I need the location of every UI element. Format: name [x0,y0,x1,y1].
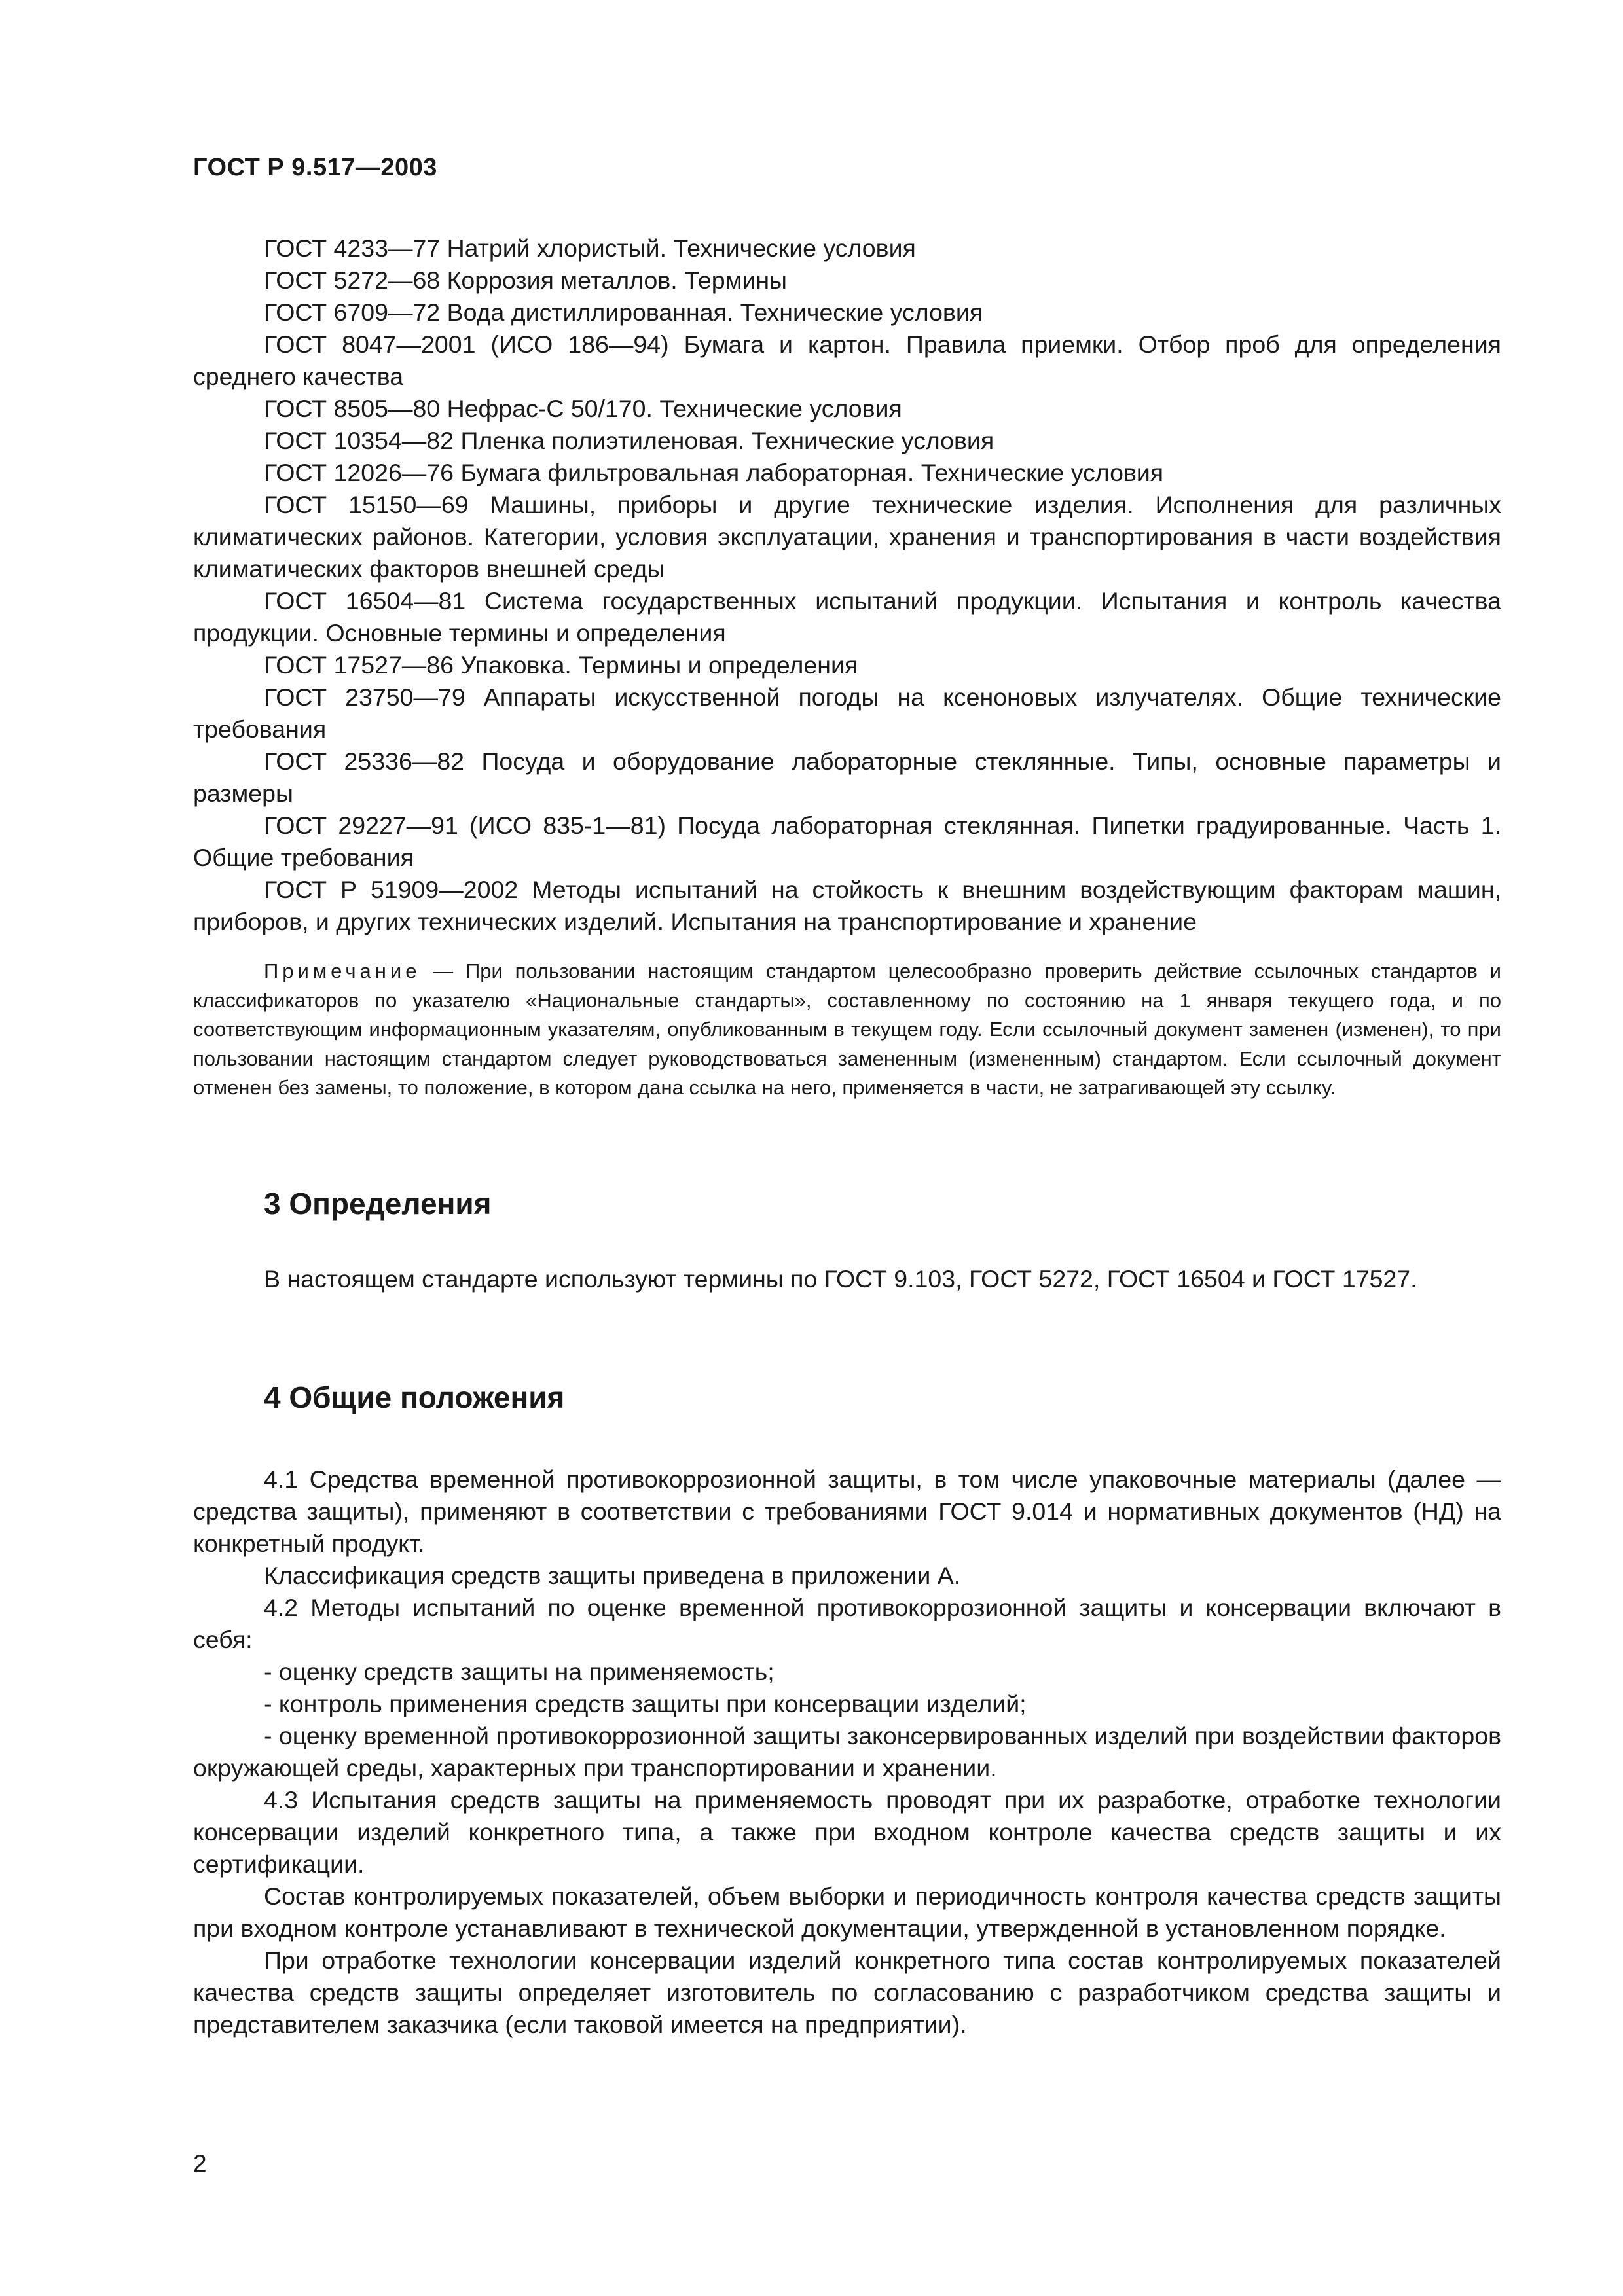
paragraph: В настоящем стандарте используют термины по ГОСТ 9.103, ГОСТ 5272, ГОСТ 16504 и ГОСТ 17527. [264,1265,1417,1293]
section-4-heading: 4 Общие положения [264,1380,565,1414]
reference-item: ГОСТ 5272—68 Коррозия металлов. Термины [264,266,787,294]
reference-item: ГОСТ 16504—81 Система государственных испытаний продукции. Испытания и контроль качества продукции. Основные термины и определения [193,587,1501,647]
paragraph: Классификация средств защиты приведена в приложении А. [264,1562,961,1589]
note-block [193,957,1501,1103]
reference-item: ГОСТ 17527—86 Упаковка. Термины и определения [264,651,858,679]
note-text: При пользовании настоящим стандартом целесообразно проверить действие ссылочных стандартов и классификаторов по указателю «Национальные стандарты», составленному по состоянию на 1 января текущего года, и по соответствующим информационным указателям, опубликованным в текущем году. Если ссылочный документ заменен (изменен), то при пользовании настоящим стандартом следует руководствоваться замененным (измененным) стандартом. Если ссылочный документ отменен без замены, то положение, в котором дана ссылка на него, применяется в части, не затрагивающей эту ссылку. [193,960,1501,1099]
list-item: - контроль применения средств защиты при консервации изделий; [264,1690,1027,1717]
list-item: - оценку временной противокоррозионной защиты законсервированных изделий при воздействии факторов окружающей среды, характерных при транспортировании и хранении. [193,1722,1501,1782]
paragraph: Состав контролируемых показателей, объем выборки и периодичность контроля качества средств защиты при входном контроле устанавливают в технической документации, утвержденной в установленном порядке. [193,1882,1501,1942]
paragraph: При отработке технологии консервации изделий конкретного типа состав контролируемых показателей качества средств защиты определяет изготовитель по согласованию с разработчиком средства защиты и представителем заказчика (если таковой имеется на предприятии). [193,1946,1501,2038]
normative-references-list [193,232,1501,938]
note-label: Примечание [264,960,421,982]
reference-item: ГОСТ 23750—79 Аппараты искусственной погоды на ксеноновых излучателях. Общие технические требования [193,683,1501,743]
document-header: ГОСТ Р 9.517—2003 [193,154,437,181]
reference-item: ГОСТ 6709—72 Вода дистиллированная. Технические условия [264,298,983,326]
reference-item: ГОСТ 8047—2001 (ИСО 186—94) Бумага и картон. Правила приемки. Отбор проб для определения среднего качества [193,331,1501,390]
section-3-heading: 3 Определения [264,1187,492,1221]
reference-item: ГОСТ 4233—77 Натрий хлористый. Технические условия [264,234,916,262]
reference-item: ГОСТ 12026—76 Бумага фильтровальная лабораторная. Технические условия [264,459,1164,486]
reference-item: ГОСТ 29227—91 (ИСО 835-1—81) Посуда лабораторная стеклянная. Пипетки градуированные. Часть 1. Общие требования [193,812,1501,871]
paragraph: 4.1 Средства временной противокоррозионной защиты, в том числе упаковочные материалы (далее — средства защиты), применяют в соответствии с требованиями ГОСТ 9.014 и нормативных документов (НД) на конкретный продукт. [193,1465,1501,1557]
reference-item: ГОСТ 25336—82 Посуда и оборудование лабораторные стеклянные. Типы, основные параметры и размеры [193,747,1501,807]
reference-item: ГОСТ Р 51909—2002 Методы испытаний на стойкость к внешним воздействующим факторам машин, приборов, и других технических изделий. Испытания на транспортирование и хранение [193,876,1501,935]
paragraph: 4.3 Испытания средств защиты на применяемость проводят при их разработке, отработке технологии консервации изделий конкретного типа, а также при входном контроле качества средств защиты и их сертификации. [193,1786,1501,1878]
document-page [193,0,1501,2296]
note-dash: — [420,960,465,982]
reference-item: ГОСТ 10354—82 Пленка полиэтиленовая. Технические условия [264,427,994,454]
section-4-body [193,1463,1501,2041]
page-number: 2 [193,2150,207,2177]
list-item: - оценку средств защиты на применяемость; [264,1658,775,1685]
paragraph: 4.2 Методы испытаний по оценке временной противокоррозионной защиты и консервации включают в себя: [193,1594,1501,1653]
section-3-body [193,1263,1501,1295]
reference-item: ГОСТ 15150—69 Машины, приборы и другие технические изделия. Исполнения для различных климатических районов. Категории, условия эксплуатации, хранения и транспортирования в части воздействия климатических факторов внешней среды [193,491,1501,583]
reference-item: ГОСТ 8505—80 Нефрас-С 50/170. Технические условия [264,395,902,422]
